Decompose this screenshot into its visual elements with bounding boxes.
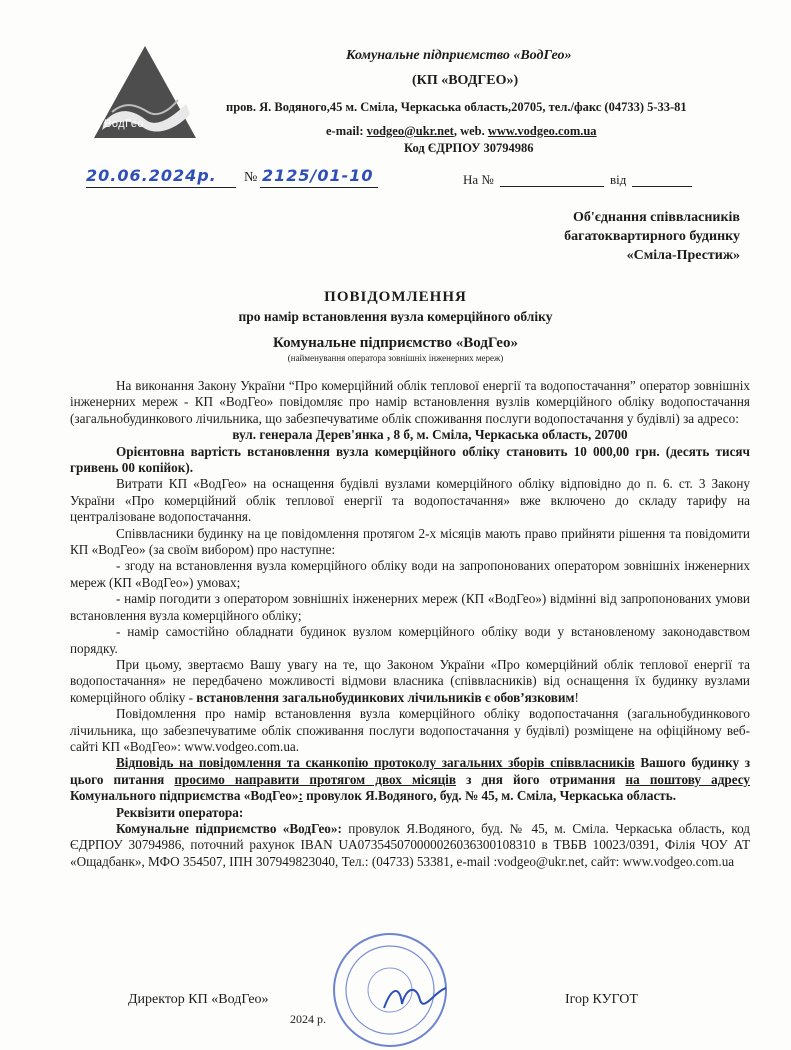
bottom-date-fragment: 2024 р. — [290, 1012, 326, 1026]
company-contacts — [326, 124, 597, 139]
outgoing-number: 2125/01-10 — [262, 166, 374, 185]
company-short-name: (КП «ВОДГЕО») — [412, 73, 519, 88]
number-underline — [260, 187, 378, 188]
paragraph-rights: Співвласники будинку на це повідомлення протягом 2-х місяців мають право прийняти рішення та повідомити КП «ВодГео» (за своїм вибором) про наступне: — [70, 525, 750, 558]
response-part-1: Відповідь на повідомлення та сканкопію протоколу загальних зборів співвласників — [116, 755, 635, 771]
document-subtitle: про намір встановлення вузла комерційного обліку — [238, 309, 553, 324]
operator-note: (найменування оператора зовнішніх інженерних мереж) — [287, 353, 504, 363]
operator-name: Комунальне підприємство «ВодГео» — [273, 335, 518, 351]
email-label: e-mail: — [326, 124, 367, 138]
requisites-title: Реквізити оператора: — [116, 804, 244, 820]
signatory-position: Директор КП «ВодГео» — [128, 992, 269, 1007]
mandatory-text: При цьому, звертаємо Вашу увагу на те, що Законом України «Про комерційний облік теплової енергії та водопостачання» не передбачено можливості відмови власника (співвласників) від оснащення їх будинку вузлами комерційного обліку - — [70, 656, 750, 705]
requisites-company: Комунальне підприємство «ВодГео»: — [116, 820, 342, 836]
response-part-6: Комунального підприємства «ВодГео» — [70, 788, 299, 804]
response-part-4: з дня його отримання — [455, 771, 626, 787]
response-part-7: : — [298, 788, 303, 804]
object-address: вул. генерала Дерев'янка , 8 б, м. Сміла, Черкаська область, 20700 — [232, 427, 628, 443]
list-item-3: - намір самостійно обладнати будинок вузлом комерційного обліку води у встановленому законодавством порядку. — [70, 624, 750, 656]
requisites-text — [70, 821, 750, 870]
edrpou-code: Код ЄДРПОУ 30794986 — [404, 141, 534, 155]
company-address: пров. Я. Водяного,45 м. Сміла, Черкаська область,20705, тел./факс (04733) 5-33-81 — [226, 100, 687, 114]
paragraph-website: Повідомлення про намір встановлення вузла комерційного обліку водопостачання (загальнобудинкового лічильника, що забезпечуватиме облік споживання послуги водопостачання у будівлі) розміщене на офіційному веб-сайті КП «ВодГео»: www.vodgeo.com.ua. — [70, 706, 750, 754]
response-part-8: провулок Я.Водяного, буд. № 45, м. Сміла, Черкаська область. — [302, 788, 677, 804]
requisites-details: провулок Я.Водяного, буд. № 45, м. Сміла. Черкаська область, код ЄДРПОУ 30794986, поточний рахунок IBAN UA073545070000026036300108310 в ТВБВ 10023/0391, Філія ЧОУ АТ «Ощадбанк», МФО 354507, ІПН 307949823040, Тел.: (04733) 53381, e-mail :vodgeo@ukr.net, сайт: www.vodgeo.com.ua — [70, 820, 750, 869]
document-title: ПОВІДОМЛЕННЯ — [324, 289, 467, 305]
incoming-number-line — [500, 186, 604, 187]
recipient-line-2: багатоквартирного будинку — [564, 229, 740, 244]
company-name-italic: Комунальне підприємство «ВодГео» — [346, 48, 572, 63]
date-underline — [86, 187, 236, 188]
list-item-1: - згоду на встановлення вузла комерційного обліку води на запропонованих оператором зовнішніх інженерних мереж (КП «ВодГео») умовах; — [70, 558, 750, 590]
paragraph-intro: На виконання Закону України “Про комерційний облік теплової енергії та водопостачання” оператор зовнішніх інженерних мереж - КП «ВодГео» повідомляє про намір встановлення вузлів комерційного обліку водопостачання (загальнобудинкового лічильника, що забезпечуватиме облік споживання послуги водопостачання у будівлі) за адресо: — [70, 378, 750, 426]
web-link[interactable]: www.vodgeo.com.ua — [487, 124, 597, 138]
paragraph-mandatory — [70, 657, 750, 706]
paragraph-costs: Витрати КП «ВодГео» на оснащення будівлі вузлами комерційного обліку відповідно до п. 6. ст. 3 Закону України «Про комерційний облік теплової енергії та водопостачання» вже включено до складу тарифу на централізоване водопостачання. — [70, 476, 750, 525]
signatory-name: Ігор КУГОТ — [565, 992, 638, 1007]
paragraph-response — [70, 755, 750, 804]
recipient-line-1: Об'єднання співвласників — [572, 210, 740, 225]
incoming-date-line — [632, 186, 692, 187]
body-text — [70, 378, 750, 870]
number-label: № — [244, 170, 258, 185]
mandatory-bold: встановлення загальнобудинкових лічильників є обов’язковим — [196, 689, 575, 705]
outgoing-date: 20.06.2024р. — [86, 166, 217, 185]
response-part-5: на поштову адресу — [625, 771, 750, 787]
incoming-date-label: від — [610, 172, 627, 187]
list-item-2: - намір погодити з оператором зовнішніх інженерних мереж (КП «ВодГео») відмінні від запропонованих умови встановлення вузла комерційного обліку; — [70, 591, 750, 623]
web-label: , web. — [453, 124, 488, 138]
mandatory-end: ! — [574, 689, 579, 705]
recipient-line-3: «Сміла-Престиж» — [626, 248, 740, 263]
email-link[interactable]: vodgeo@ukr.net — [366, 124, 454, 138]
signature-icon — [380, 978, 450, 1018]
response-part-3: просимо направити протягом двох місяців — [174, 771, 456, 787]
recipient-block — [470, 208, 740, 265]
response-part-2: Вашого будинку з цього питання — [70, 755, 750, 787]
incoming-number-label: На № — [463, 172, 494, 187]
cost-paragraph: Орієнтовна вартість встановлення вузла комерційного обліку становить 10 000,00 грн. (десять тисяч гривень 00 копійок). — [70, 443, 750, 476]
logo-text: ВодГео — [104, 118, 145, 130]
